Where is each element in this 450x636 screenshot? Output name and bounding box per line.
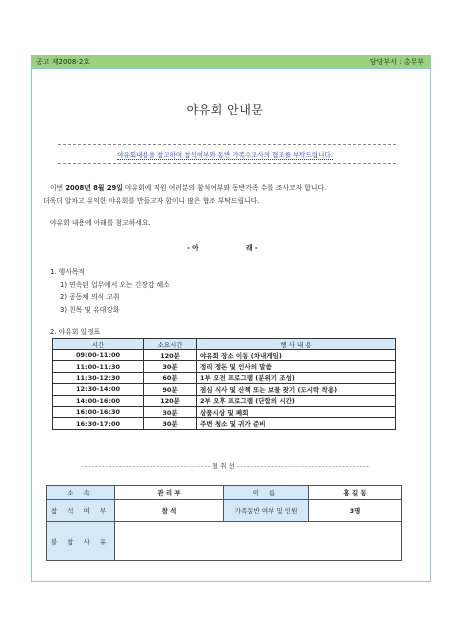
attendance-field-value[interactable]: 참 석 — [115, 500, 224, 522]
time-cell: 11:00-11:30 — [53, 361, 144, 372]
page-title: 야유회 안내문 — [186, 103, 264, 117]
content-cell: 상품시상 및 폐회 — [197, 406, 396, 417]
schedule-table — [52, 338, 396, 430]
below-marker-right: 래 - — [246, 244, 258, 252]
name-field-value[interactable]: 홍 길 동 — [309, 486, 402, 500]
table-row — [53, 395, 396, 406]
duration-cell: 30분 — [144, 418, 197, 429]
department-field-label: 소 속 — [47, 486, 115, 500]
column-header-duration: 소요시간 — [144, 339, 197, 350]
duration-cell: 120분 — [144, 395, 197, 406]
time-cell: 16:00-16:30 — [53, 406, 144, 417]
purpose-item: 2) 공동체 의식 고취 — [60, 293, 120, 301]
section-2-heading: 2. 야유회 일정표 — [50, 328, 101, 336]
reply-form-table — [46, 485, 402, 561]
duration-cell: 120분 — [144, 350, 197, 361]
absence-reason-field[interactable] — [115, 522, 402, 561]
table-row — [53, 418, 396, 429]
header-bar — [31, 55, 431, 69]
intro-paragraph-3: 야유회 내용에 아래를 참고하세요. — [50, 219, 151, 227]
notice-number: 공고 제2008-2호 — [36, 58, 91, 66]
time-cell: 12:30-14:00 — [53, 384, 144, 395]
section-1-heading: 1. 행사목적 — [50, 268, 85, 276]
duration-cell: 90분 — [144, 384, 197, 395]
intro-paragraph-1: 이번 2008년 8월 29일 야유회에 직원 여러분의 참석여부와 동반가족 수를 조사코자 합니다. — [50, 184, 327, 192]
below-marker-left: - 아 — [187, 244, 199, 252]
table-row — [53, 350, 396, 361]
cut-line-label: 절 취 선 — [211, 462, 235, 470]
column-header-time: 시간 — [53, 339, 144, 350]
department-field-value[interactable]: 관 리 부 — [115, 486, 224, 500]
content-cell: 정리 정돈 및 인사의 말씀 — [197, 361, 396, 372]
content-cell: 2부 오후 프로그램 (단합의 시간) — [197, 395, 396, 406]
family-field-value[interactable]: 3명 — [309, 500, 402, 522]
absence-reason-label: 불 참 사 유 — [47, 522, 115, 561]
time-cell: 16:30-17:00 — [53, 418, 144, 429]
content-cell: 1부 오전 프로그램 (분위기 조성) — [197, 372, 396, 383]
name-field-label: 이 름 — [224, 486, 309, 500]
purpose-item: 3) 친목 및 유대강화 — [60, 306, 120, 314]
time-cell: 11:30-12:30 — [53, 372, 144, 383]
duration-cell: 30분 — [144, 361, 197, 372]
department-label: 담당부서 : 총무부 — [369, 58, 424, 66]
table-row — [53, 372, 396, 383]
notice-line: 야유회내용을 참고하여 참석여부와 동반 가족수조사의 협조를 부탁드립니다. — [117, 151, 333, 159]
attendance-field-label: 참 석 여 부 — [47, 500, 115, 522]
table-header-row — [53, 339, 396, 350]
divider-bottom — [58, 163, 396, 164]
form-row — [47, 500, 402, 522]
time-cell: 09:00-11:00 — [53, 350, 144, 361]
form-row — [47, 486, 402, 500]
table-row — [53, 406, 396, 417]
intro-paragraph-2: 더욱더 알차고 유익한 야유회를 만들고자 함이니 많은 협조 부탁드립니다. — [43, 197, 260, 205]
table-row — [53, 361, 396, 372]
table-row — [53, 384, 396, 395]
family-field-label: 가족동반 여부 및 인원 — [224, 500, 309, 522]
duration-cell: 30분 — [144, 406, 197, 417]
duration-cell: 60분 — [144, 372, 197, 383]
time-cell: 14:00-16:00 — [53, 395, 144, 406]
content-cell: 야유회 장소 이동 (차내게임) — [197, 350, 396, 361]
divider-top — [58, 144, 396, 145]
cut-line: - - - - - - - - - - - - - - - - - - - - - - - - - - - - - - - - - - - - - - 절 취 선 - - - - - - - - - - - - - - - - - - - - - - - - - - - - - - - - - - - - - - - — [81, 462, 369, 470]
form-row — [47, 522, 402, 561]
content-cell: 주변 청소 및 귀가 준비 — [197, 418, 396, 429]
purpose-item: 1) 연속된 업무에서 오는 긴장감 해소 — [60, 281, 170, 289]
column-header-content: 행 사 내 용 — [197, 339, 396, 350]
content-cell: 점심 식사 및 산책 또는 보물 찾기 (도시락 착용) — [197, 384, 396, 395]
